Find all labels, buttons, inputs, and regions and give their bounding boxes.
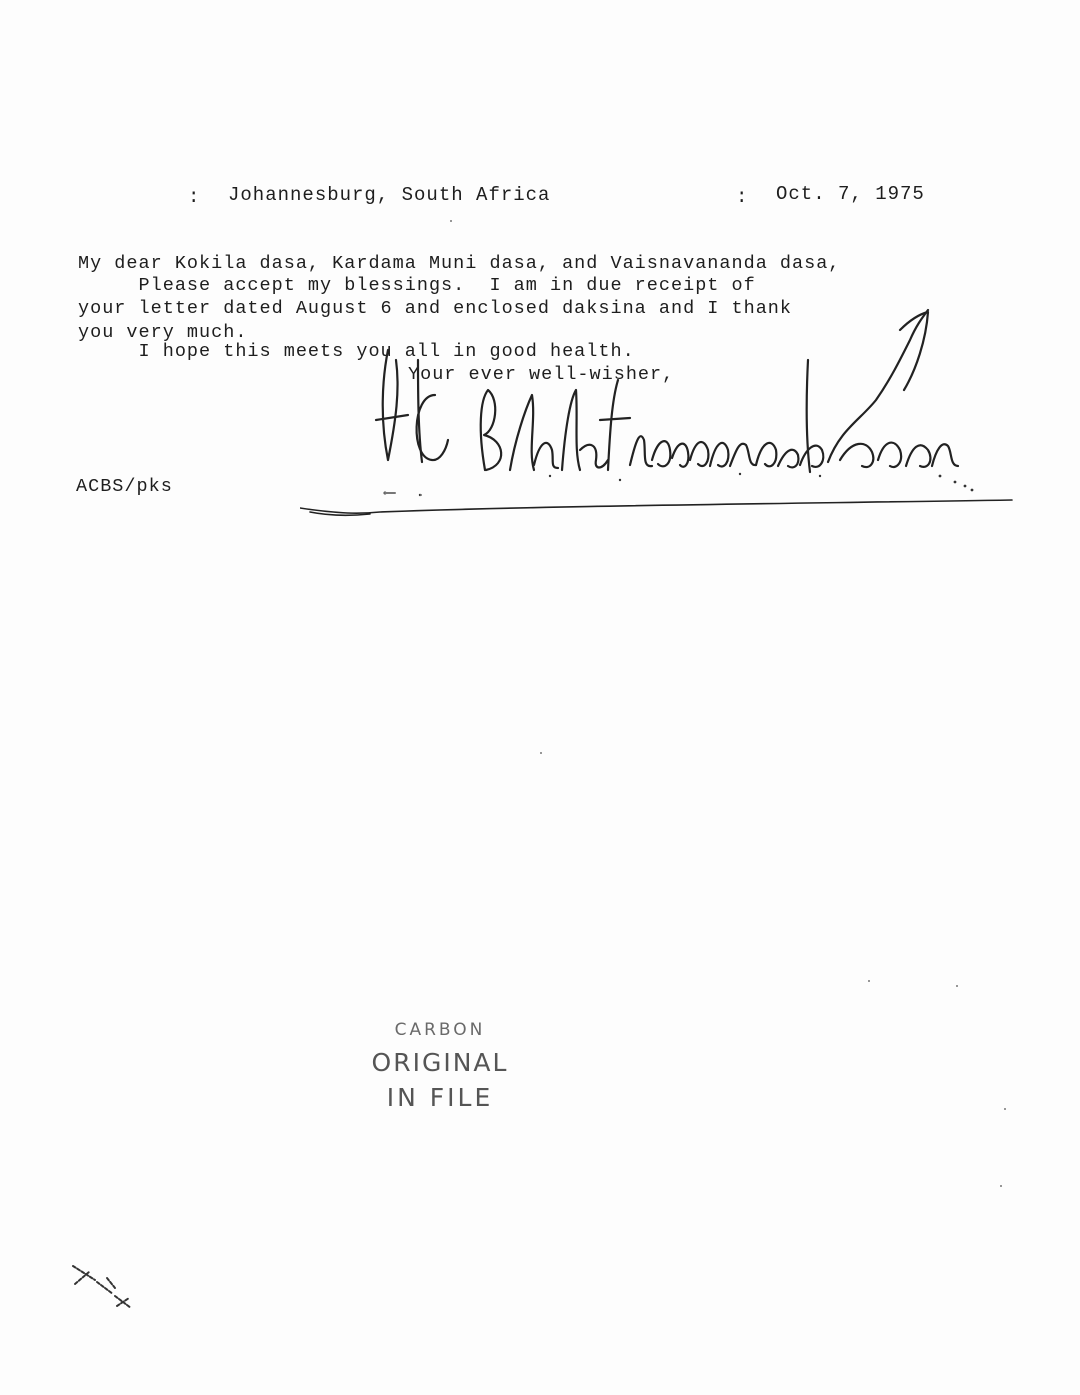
scan-speck: [450, 220, 452, 222]
stamp-in-file: IN FILE: [386, 1083, 494, 1112]
scan-speck: [956, 985, 958, 987]
body-line-2: your letter dated August 6 and enclosed daksina and I thank: [78, 298, 793, 319]
archive-mark: [55, 1260, 165, 1320]
reference-initials: ACBS/pks: [76, 476, 173, 497]
stamp-carbon: CARBON: [394, 1020, 486, 1040]
scan-speck: [384, 492, 396, 494]
letter-salutation: My dear Kokila dasa, Kardama Muni dasa, and Vaisnavananda dasa,: [78, 253, 841, 274]
letter-date: Oct. 7, 1975: [776, 183, 925, 205]
scan-speck: [540, 752, 542, 754]
letter-closing: Your ever well-wisher,: [408, 364, 675, 385]
body-line-1: Please accept my blessings. I am in due receipt of: [78, 275, 756, 296]
scan-speck: [1000, 1185, 1002, 1187]
handwritten-signature: [300, 300, 1020, 530]
location-marker: :: [188, 186, 201, 208]
scan-speck: [1004, 1108, 1006, 1110]
body-line-3: you very much.: [78, 322, 248, 343]
scan-speck: [420, 494, 422, 496]
date-marker: :: [736, 186, 749, 208]
scan-speck: [868, 980, 870, 982]
stamp-original: ORIGINAL: [371, 1048, 509, 1077]
letter-location: Johannesburg, South Africa: [228, 184, 551, 206]
body-line-4: I hope this meets you all in good health.: [78, 341, 635, 362]
